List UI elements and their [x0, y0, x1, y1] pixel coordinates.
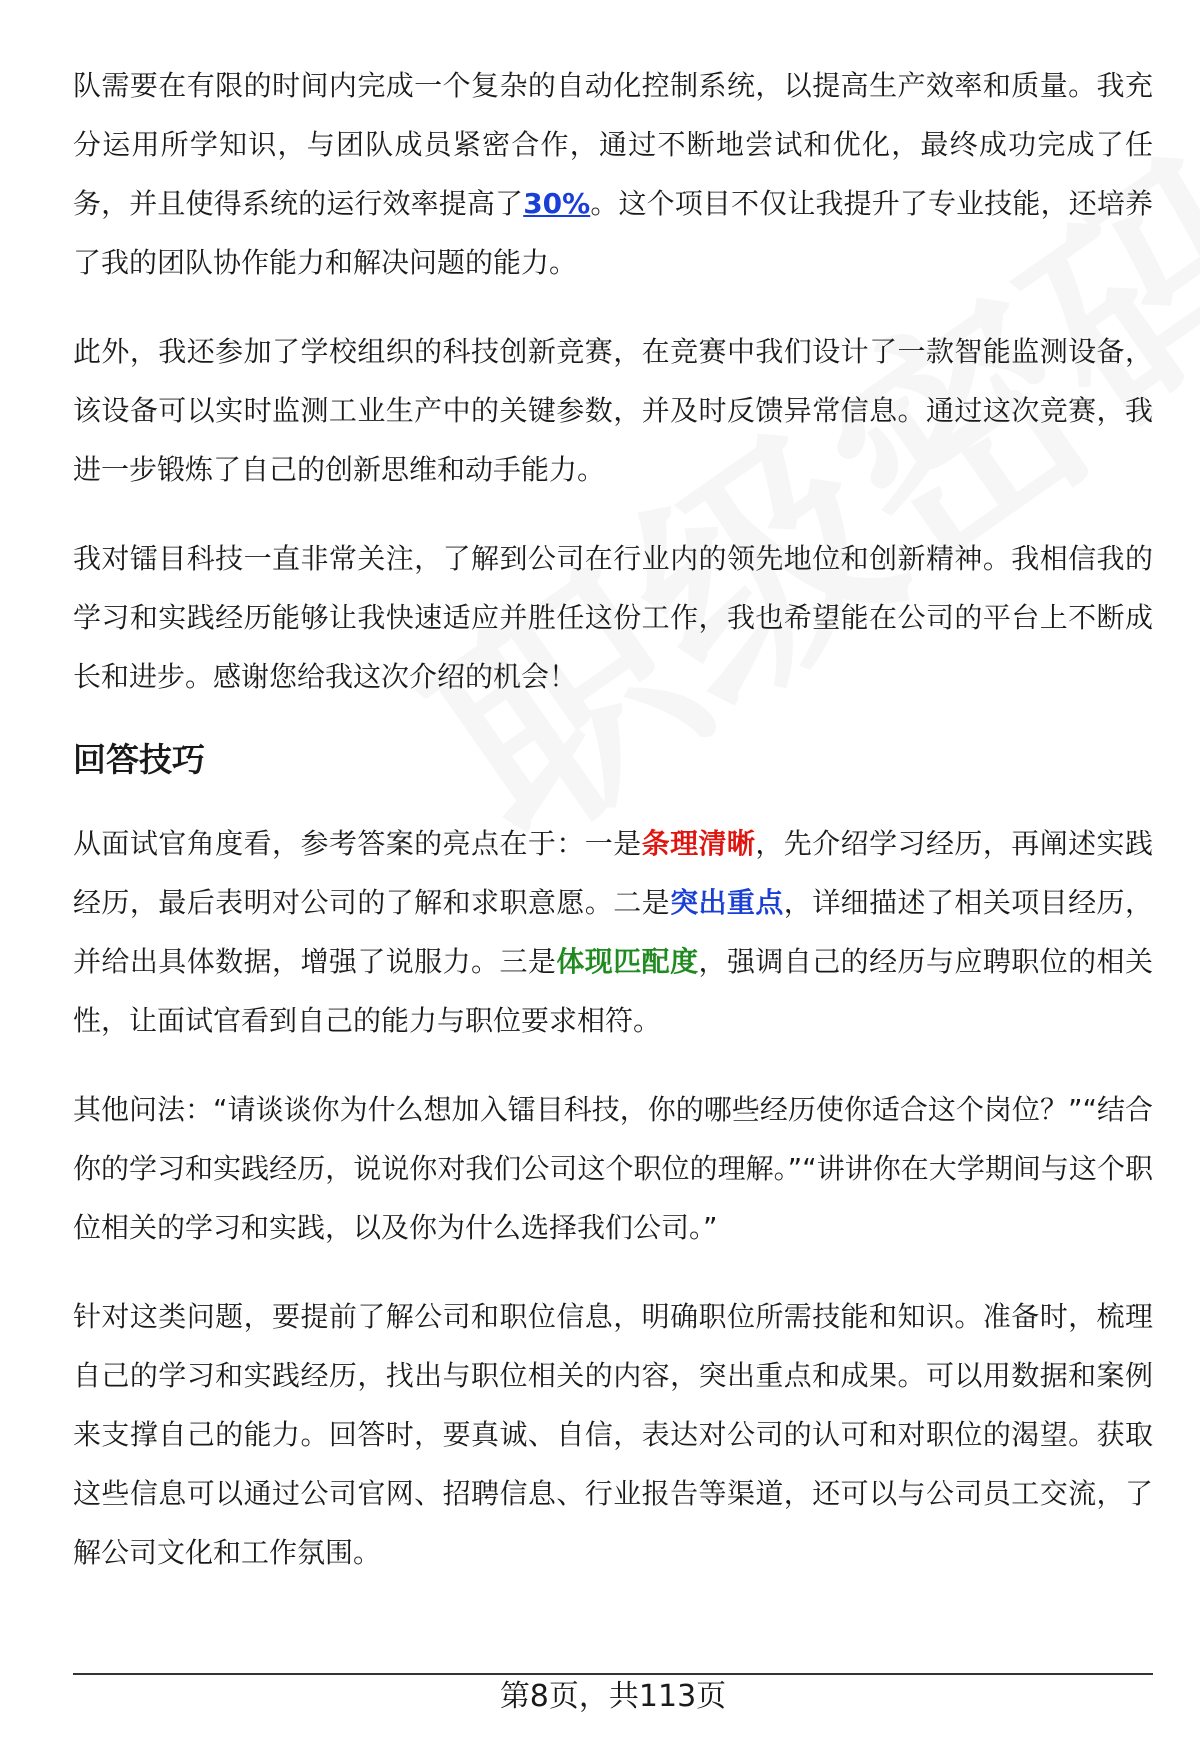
highlight-clear-structure: 条理清晰 [641, 827, 756, 860]
paragraph-text: ，详细描述了相关项目经历，并给出具体数据，增强了说服力。三是 [73, 886, 1153, 978]
paragraph-project-experience [73, 56, 1153, 292]
paragraph-competition: 此外，我还参加了学校组织的科技创新竞赛，在竞赛中我们设计了一款智能监测设备，该设备可以实时监测工业生产中的关键参数，并及时反馈异常信息。通过这次竞赛，我进一步锻炼了自己的创新思维和动手能力。 [73, 335, 1153, 486]
paragraph-tips-highlights [73, 814, 1153, 1050]
paragraph-text: ，强调自己的经历与应聘职位的相关性，让面试官看到自己的能力与职位要求相符。 [73, 945, 1153, 1037]
paragraph-company-interest: 我对镭目科技一直非常关注，了解到公司在行业内的领先地位和创新精神。我相信我的学习和实践经历能够让我快速适应并胜任这份工作，我也希望能在公司的平台上不断成长和进步。感谢您给我这次介绍的机会！ [73, 542, 1153, 693]
paragraph-preparation-advice: 针对这类问题，要提前了解公司和职位信息，明确职位所需技能和知识。准备时，梳理自己的学习和实践经历，找出与职位相关的内容，突出重点和成果。可以用数据和案例来支撑自己的能力。回答时，要真诚、自信，表达对公司的认可和对职位的渴望。获取这些信息可以通过公司官网、招聘信息、行业报告等渠道，还可以与公司员工交流，了解公司文化和工作氛围。 [73, 1300, 1153, 1569]
paragraph-text: 队需要在有限的时间内完成一个复杂的自动化控制系统，以提高生产效率和质量。我充分运用所学知识，与团队成员紧密合作，通过不断地尝试和优化，最终成功完成了任务，并且使得系统的运行效率提高了 [73, 69, 1153, 220]
section-heading-answer-tips: 回答技巧 [73, 740, 205, 779]
paragraph-text: 从面试官角度看，参考答案的亮点在于：一是 [73, 827, 642, 860]
page-number: 第8页，共113页 [499, 1679, 727, 1714]
paragraph-other-questions: 其他问法：“请谈谈你为什么想加入镭目科技，你的哪些经历使你适合这个岗位？”“结合你的学习和实践经历，说说你对我们公司这个职位的理解。”“讲讲你在大学期间与这个职位相关的学习和实践，以及你为什么选择我们公司。” [73, 1093, 1153, 1244]
footer-divider [73, 1673, 1153, 1675]
paragraph-text: 。这个项目不仅让我提升了专业技能，还培养了我的团队协作能力和解决问题的能力。 [73, 187, 1153, 279]
efficiency-percent-link[interactable]: 30% [523, 187, 591, 220]
paragraph-text: ，先介绍学习经历，再阐述实践经历，最后表明对公司的了解和求职意愿。二是 [73, 827, 1153, 919]
highlight-match: 体现匹配度 [556, 945, 699, 978]
highlight-key-points: 突出重点 [670, 886, 784, 919]
document-page [73, 56, 1153, 1612]
